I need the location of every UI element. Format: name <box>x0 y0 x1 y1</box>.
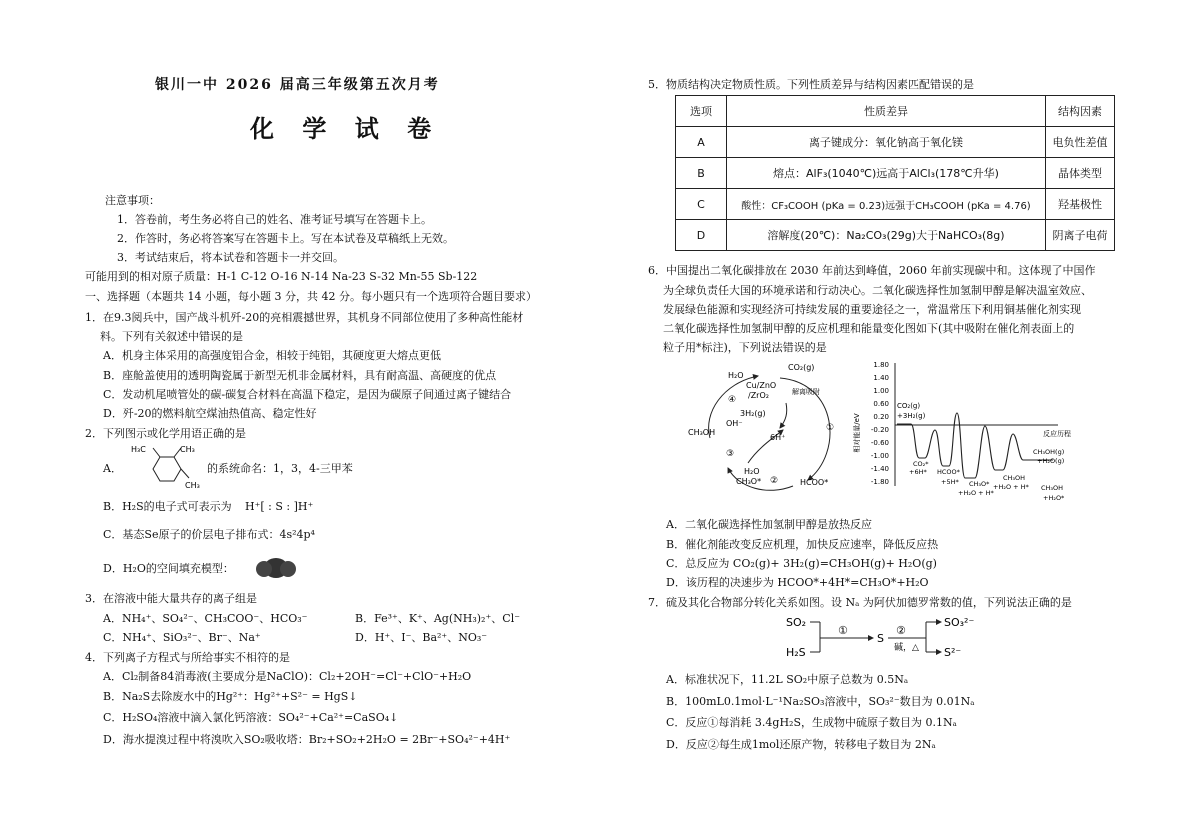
svg-text:①: ① <box>838 624 848 637</box>
svg-text:HCOO*: HCOO* <box>800 478 829 487</box>
q2-option-d: D．H₂O的空间填充模型： <box>103 562 234 575</box>
svg-text:碱，△: 碱，△ <box>894 643 919 653</box>
table-cell: 羟基极性 <box>1046 189 1115 220</box>
svg-text:③: ③ <box>726 449 735 459</box>
svg-text:CH₃: CH₃ <box>185 481 200 489</box>
svg-text:解离吸附: 解离吸附 <box>792 388 820 396</box>
q3-option-d: D．H⁺、I⁻、Ba²⁺、NO₃⁻ <box>355 631 488 644</box>
q7-stem: 7．硫及其化合物部分转化关系如图。设 Nₐ 为阿伏加德罗常数的值，下列说法正确的是 <box>648 596 1072 609</box>
notice-heading: 注意事项： <box>105 194 160 207</box>
q1-option-b: B．座舱盖使用的透明陶瓷属于新型无机非金属材料，具有耐高温、高硬度的优点 <box>103 369 497 382</box>
svg-text:H₂O: H₂O <box>728 371 744 380</box>
q2-option-c: C．基态Se原子的价层电子排布式：4s²4p⁴ <box>103 528 315 541</box>
svg-text:-0.20: -0.20 <box>870 426 889 434</box>
q6-option-c: C．总反应为 CO₂(g)+ 3H₂(g)=CH₃OH(g)+ H₂O(g) <box>666 557 937 570</box>
table-header-row <box>676 96 1115 127</box>
sulfur-conversion-scheme <box>786 612 986 662</box>
svg-text:CH₃: CH₃ <box>180 445 195 454</box>
q4-option-c: C．H₂SO₄溶液中滴入氯化钙溶液：SO₄²⁻+Ca²⁺=CaSO₄↓ <box>103 711 399 724</box>
svg-text:CO₂(g): CO₂(g) <box>897 402 921 410</box>
table-row <box>676 158 1115 189</box>
q1-option-a: A．机身主体采用的高强度铝合金，相较于纯铝，其硬度更大熔点更低 <box>103 349 441 362</box>
svg-text:OH⁻: OH⁻ <box>726 419 743 428</box>
q3-option-b: B．Fe³⁺、K⁺、Ag(NH₃)₂⁺、Cl⁻ <box>355 612 521 625</box>
table-cell: 晶体类型 <box>1046 158 1115 189</box>
table-cell: 离子键成分：氧化钠高于氧化镁 <box>727 127 1046 158</box>
atomic-masses: 可能用到的相对原子质量：H-1 C-12 O-16 N-14 Na-23 S-32 Mn-55 Sb-122 <box>85 270 478 283</box>
svg-text:/ZrO₂: /ZrO₂ <box>748 391 769 400</box>
svg-text:相对能量/eV: 相对能量/eV <box>853 413 861 453</box>
q4-option-b: B．Na₂S去除废水中的Hg²⁺：Hg²⁺+S²⁻ = HgS↓ <box>103 690 358 703</box>
water-space-filling-model <box>253 556 299 580</box>
q2-option-b: B．H₂S的电子式可表示为 <box>103 500 232 513</box>
q6-option-d: D．该历程的决速步为 HCOO*+4H*=CH₃O*+H₂O <box>666 576 929 589</box>
q7-option-c: C．反应①每消耗 3.4gH₂S，生成物中硫原子数目为 0.1Nₐ <box>666 716 957 729</box>
svg-text:HCOO*: HCOO* <box>937 468 960 476</box>
table-cell: A <box>676 127 727 158</box>
table-header-cell: 性质差异 <box>727 96 1046 127</box>
svg-text:1.00: 1.00 <box>873 387 889 395</box>
reaction-cycle-diagram <box>688 358 853 498</box>
table-cell: 电负性差值 <box>1046 127 1115 158</box>
section-heading: 一、选择题（本题共 14 小题，每小题 3 分，共 42 分。每小题只有一个选项符合题目要求） <box>85 290 537 303</box>
q4-option-a: A．Cl₂制备84消毒液(主要成分是NaClO)：Cl₂+2OH⁻=Cl⁻+ClO⁻+H₂O <box>103 670 472 683</box>
svg-text:②: ② <box>770 476 779 486</box>
svg-text:S: S <box>877 632 884 645</box>
svg-text:①: ① <box>826 423 835 433</box>
svg-text:H₃C: H₃C <box>131 445 146 454</box>
q3-stem: 3．在溶液中能大量共存的离子组是 <box>85 592 257 605</box>
q1-option-c: C．发动机尾喷管处的碳-碳复合材料在高温下稳定，是因为碳原子间通过离子键结合 <box>103 388 512 401</box>
svg-text:SO₂: SO₂ <box>786 616 807 629</box>
svg-text:-1.40: -1.40 <box>870 465 889 473</box>
svg-text:CO₂*: CO₂* <box>913 460 929 468</box>
q7-option-d: D．反应②每生成1mol还原产物，转移电子数目为 2Nₐ <box>666 738 936 751</box>
q6-option-b: B．催化剂能改变反应机理，加快反应速率，降低反应热 <box>666 538 939 551</box>
notice-item: 3．考试结束后，将本试卷和答题卡一并交回。 <box>117 251 344 264</box>
q6-stem: 二氧化碳选择性加氢制甲醇的反应机理和能量变化图如下(其中吸附在催化剂表面上的 <box>663 322 1075 335</box>
svg-text:CO₂(g): CO₂(g) <box>788 363 815 372</box>
svg-text:②: ② <box>896 624 906 637</box>
table-row <box>676 127 1115 158</box>
q1-option-d: D．歼-20的燃料航空煤油热值高、稳定性好 <box>103 407 317 420</box>
q1-stem: 料。下列有关叙述中错误的是 <box>100 330 243 343</box>
q2-option-a-text: 的系统命名：1，3，4-三甲苯 <box>207 462 353 475</box>
exam-title: 银川一中 2026 届高三年级第五次月考 <box>155 77 440 93</box>
svg-text:+6H*: +6H* <box>909 468 927 476</box>
svg-text:0.60: 0.60 <box>873 400 889 408</box>
svg-text:CH₃OH: CH₃OH <box>1041 484 1064 492</box>
q2-stem: 2．下列图示或化学用语正确的是 <box>85 427 246 440</box>
h2s-electron-formula: H⁺[ : S : ]H⁺ <box>245 500 314 513</box>
q1-stem: 1．在9.3阅兵中，国产战斗机歼-20的亮相震撼世界，其机身不同部位使用了多种高性能材 <box>85 311 524 324</box>
svg-text:④: ④ <box>728 395 737 405</box>
svg-text:1.80: 1.80 <box>873 361 889 369</box>
svg-text:-1.00: -1.00 <box>870 452 889 460</box>
svg-text:Cu/ZnO: Cu/ZnO <box>746 381 777 390</box>
q2-option-a-label: A． <box>103 462 122 475</box>
trimethylbenzene-structure <box>125 443 205 489</box>
svg-text:-0.60: -0.60 <box>870 439 889 447</box>
svg-text:H₂S: H₂S <box>786 646 806 659</box>
q7-option-b: B．100mL0.1mol·L⁻¹Na₂SO₃溶液中，SO₃²⁻数目为 0.01Nₐ <box>666 695 975 708</box>
svg-text:H₂O: H₂O <box>744 467 760 476</box>
q6-stem: 6．中国提出二氧化碳排放在 2030 年前达到峰值，2060 年前实现碳中和。这体现了中国作 <box>648 264 1096 277</box>
q5-table <box>675 95 1115 251</box>
q3-option-a: A．NH₄⁺、SO₄²⁻、CH₃COO⁻、HCO₃⁻ <box>103 612 308 625</box>
table-cell: 酸性：CF₃COOH (pKa = 0.23)远强于CH₃COOH (pKa = 4.76) <box>727 189 1046 220</box>
q3-option-c: C．NH₄⁺、SiO₃²⁻、Br⁻、Na⁺ <box>103 631 261 644</box>
notice-item: 2．作答时，务必将答案写在答题卡上。写在本试卷及草稿纸上无效。 <box>117 232 454 245</box>
table-cell: C <box>676 189 727 220</box>
notice-item: 1．答卷前，考生务必将自己的姓名、准考证号填写在答题卡上。 <box>117 213 432 226</box>
q4-option-d: D．海水提溴过程中将溴吹入SO₂吸收塔：Br₂+SO₂+2H₂O = 2Br⁻+SO₄²⁻+4H⁺ <box>103 733 511 746</box>
table-cell: 溶解度(20℃)：Na₂CO₃(29g)大于NaHCO₃(8g) <box>727 220 1046 251</box>
table-row <box>676 220 1115 251</box>
svg-text:SO₃²⁻: SO₃²⁻ <box>944 616 975 629</box>
svg-text:CH₃O*: CH₃O* <box>736 477 762 486</box>
table-header-cell: 结构因素 <box>1046 96 1115 127</box>
svg-text:CH₃OH: CH₃OH <box>1003 474 1026 482</box>
svg-text:S²⁻: S²⁻ <box>944 646 962 659</box>
svg-text:0.20: 0.20 <box>873 413 889 421</box>
svg-text:-1.80: -1.80 <box>870 478 889 486</box>
svg-text:+H₂O + H*: +H₂O + H* <box>993 483 1029 491</box>
svg-text:+3H₂(g): +3H₂(g) <box>897 412 926 420</box>
table-cell: D <box>676 220 727 251</box>
table-cell: 阴离子电荷 <box>1046 220 1115 251</box>
energy-profile-diagram <box>853 358 1113 508</box>
table-cell: B <box>676 158 727 189</box>
svg-text:+H₂O*: +H₂O* <box>1043 494 1065 502</box>
svg-text:CH₃OH(g): CH₃OH(g) <box>1033 448 1065 456</box>
svg-text:+H₂O + H*: +H₂O + H* <box>958 489 994 497</box>
table-row <box>676 189 1115 220</box>
q4-stem: 4．下列离子方程式与所给事实不相符的是 <box>85 651 290 664</box>
q5-stem: 5．物质结构决定物质性质。下列性质差异与结构因素匹配错误的是 <box>648 78 974 91</box>
svg-text:+H₂O(g): +H₂O(g) <box>1037 457 1065 465</box>
svg-text:3H₂(g): 3H₂(g) <box>740 409 766 418</box>
svg-text:CH₃O*: CH₃O* <box>969 480 990 488</box>
q6-stem: 为全球负责任大国的环境承诺和行动决心。二氧化碳选择性加氢制甲醇是解决温室效应、 <box>663 284 1092 297</box>
svg-text:+5H*: +5H* <box>941 478 959 486</box>
svg-text:1.40: 1.40 <box>873 374 889 382</box>
svg-text:反应历程: 反应历程 <box>1043 430 1071 438</box>
subject-title: 化 学 试 卷 <box>250 114 442 143</box>
q6-option-a: A．二氧化碳选择性加氢制甲醇是放热反应 <box>666 518 872 531</box>
q7-option-a: A．标准状况下，11.2L SO₂中原子总数为 0.5Nₐ <box>666 673 909 686</box>
svg-text:6H⁺: 6H⁺ <box>770 433 786 442</box>
table-header-cell: 选项 <box>676 96 727 127</box>
q6-stem: 发展绿色能源和实现经济可持续发展的重要途径之一，常温常压下利用铜基催化剂实现 <box>663 303 1081 316</box>
q6-stem: 粒子用*标注)，下列说法错误的是 <box>663 341 827 354</box>
svg-text:CH₃OH: CH₃OH <box>688 428 716 437</box>
table-cell: 熔点：AlF₃(1040℃)远高于AlCl₃(178℃升华) <box>727 158 1046 189</box>
